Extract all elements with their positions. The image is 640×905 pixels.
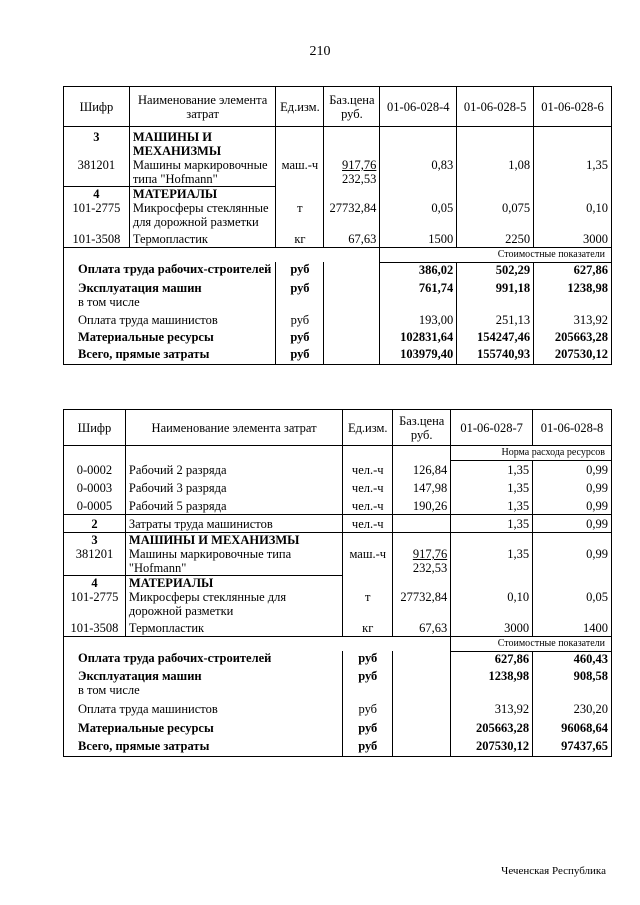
row-value: 0,83 (380, 158, 457, 187)
row-value: 1,08 (457, 158, 534, 187)
cost-row (64, 262, 612, 277)
cost-subnote: в том числе (64, 683, 343, 697)
section-number: 4 (64, 576, 126, 591)
row-value: 3000 (534, 229, 612, 247)
cost-unit: руб (343, 651, 393, 666)
row-value: 0,99 (533, 547, 612, 576)
row-value: 1400 (533, 618, 612, 636)
row-code: 0-0003 (64, 479, 126, 497)
row-price: 67,63 (393, 618, 451, 636)
row-value: 2250 (457, 229, 534, 247)
row-code: 101-2775 (64, 590, 126, 618)
section-title: МАШИНЫ И МЕХАНИЗМЫ (132, 130, 222, 158)
cost-value: 386,02 (380, 262, 457, 277)
row-price: 147,98 (393, 479, 451, 497)
resource-table-2 (63, 409, 612, 757)
cost-unit: руб (343, 716, 393, 735)
cost-row (64, 666, 612, 683)
resource-table-1 (63, 86, 612, 365)
table-row (64, 618, 612, 636)
table-header-row (64, 87, 612, 127)
cost-value: 502,29 (457, 262, 534, 277)
table-row (64, 461, 612, 479)
col-code: Шифр (64, 410, 126, 446)
cost-name: Оплата труда рабочих-строителей (64, 262, 276, 277)
cost-unit: руб (276, 309, 324, 327)
cost-row (64, 277, 612, 295)
row-code: 381201 (64, 158, 130, 187)
col-norm-2: 01-06-028-5 (457, 87, 534, 127)
col-unit: Ед.изм. (276, 87, 324, 127)
cost-value: 313,92 (534, 309, 612, 327)
cost-header: Стоимостные показатели (451, 636, 612, 651)
row-name: Затраты труда машинистов (125, 515, 342, 533)
section-number: 3 (64, 533, 126, 548)
row-price: 917,76 232,53 (393, 547, 451, 576)
table-row (64, 158, 612, 187)
row-price: 917,76 232,53 (324, 158, 380, 187)
cost-value: 460,43 (533, 651, 612, 666)
cost-value: 1238,98 (534, 277, 612, 295)
cost-header: Стоимостные показатели (380, 247, 612, 262)
cost-header-row (64, 247, 612, 262)
cost-unit: руб (276, 277, 324, 295)
row-name: Машины маркировочные типа "Hofmann" (125, 547, 342, 576)
cost-name: Материальные ресурсы (64, 327, 276, 344)
row-code: 2 (64, 515, 126, 533)
row-name: Микросферы стеклянные для дорожной разметки (132, 201, 269, 229)
cost-row (64, 716, 612, 735)
row-code: 101-2775 (64, 201, 130, 229)
cost-row (64, 697, 612, 716)
row-value: 1,35 (451, 479, 533, 497)
cost-unit: руб (276, 344, 324, 365)
cost-value: 991,18 (457, 277, 534, 295)
cost-row (64, 295, 612, 309)
row-unit: кг (276, 229, 324, 247)
row-unit: т (343, 590, 393, 618)
cost-value: 627,86 (534, 262, 612, 277)
row-value: 3000 (451, 618, 533, 636)
row-name: Микросферы стеклянные для дорожной разметки (125, 590, 342, 618)
row-code: 101-3508 (64, 618, 126, 636)
row-name: Рабочий 5 разряда (125, 497, 342, 515)
section-row (64, 127, 612, 159)
cost-name: Всего, прямые затраты (64, 735, 343, 757)
row-code: 381201 (64, 547, 126, 576)
row-value: 0,05 (380, 201, 457, 229)
row-code: 0-0002 (64, 461, 126, 479)
row-code: 101-3508 (64, 229, 130, 247)
row-value: 0,99 (533, 461, 612, 479)
table-row (64, 479, 612, 497)
row-name: Термопластик (125, 618, 342, 636)
cost-value: 155740,93 (457, 344, 534, 365)
row-unit: т (276, 201, 324, 229)
cost-name: Эксплуатация машин (64, 666, 343, 683)
row-value: 1,35 (451, 497, 533, 515)
table-row (64, 201, 612, 229)
col-price: Баз.цена руб. (324, 87, 380, 127)
row-value: 0,99 (533, 479, 612, 497)
row-unit: кг (343, 618, 393, 636)
cost-name: Оплата труда рабочих-строителей (64, 651, 343, 666)
row-price: 27732,84 (324, 201, 380, 229)
row-unit: чел.-ч (343, 479, 393, 497)
row-name: Термопластик (129, 229, 276, 247)
col-norm-3: 01-06-028-6 (534, 87, 612, 127)
cost-name: Всего, прямые затраты (64, 344, 276, 365)
table-row (64, 547, 612, 576)
cost-value: 193,00 (380, 309, 457, 327)
cost-value: 102831,64 (380, 327, 457, 344)
cost-value: 207530,12 (451, 735, 533, 757)
cost-name: Оплата труда машинистов (64, 309, 276, 327)
cost-unit: руб (343, 666, 393, 683)
norm-header-row (64, 446, 612, 461)
cost-value: 251,13 (457, 309, 534, 327)
col-name: Наименование элемента затрат (129, 87, 276, 127)
cost-unit: руб (343, 697, 393, 716)
row-price: 190,26 (393, 497, 451, 515)
cost-unit: руб (276, 262, 324, 277)
norm-header: Норма расхода ресурсов (451, 446, 612, 461)
section-row (64, 533, 612, 548)
row-name: Рабочий 3 разряда (125, 479, 342, 497)
row-unit: чел.-ч (343, 461, 393, 479)
col-unit: Ед.изм. (343, 410, 393, 446)
row-value: 0,99 (533, 515, 612, 533)
cost-unit: руб (343, 735, 393, 757)
col-norm-1: 01-06-028-7 (451, 410, 533, 446)
cost-name: Эксплуатация машин (64, 277, 276, 295)
row-value: 0,10 (534, 201, 612, 229)
col-norm-2: 01-06-028-8 (533, 410, 612, 446)
page-number: 210 (309, 44, 331, 59)
table-row (64, 497, 612, 515)
cost-value: 1238,98 (451, 666, 533, 683)
table-row (64, 590, 612, 618)
row-value: 1500 (380, 229, 457, 247)
col-norm-1: 01-06-028-4 (380, 87, 457, 127)
cost-value: 207530,12 (534, 344, 612, 365)
cost-value: 908,58 (533, 666, 612, 683)
col-name: Наименование элемента затрат (125, 410, 342, 446)
cost-unit: руб (276, 327, 324, 344)
row-price: 27732,84 (393, 590, 451, 618)
section-title: МАШИНЫ И МЕХАНИЗМЫ (125, 533, 342, 548)
row-unit: маш.-ч (276, 158, 324, 187)
cost-value: 205663,28 (534, 327, 612, 344)
cost-value: 97437,65 (533, 735, 612, 757)
cost-row (64, 683, 612, 697)
cost-value: 627,86 (451, 651, 533, 666)
row-name: Рабочий 2 разряда (125, 461, 342, 479)
cost-value: 313,92 (451, 697, 533, 716)
row-value: 0,05 (533, 590, 612, 618)
row-value: 1,35 (534, 158, 612, 187)
col-code: Шифр (64, 87, 130, 127)
row-unit: чел.-ч (343, 515, 393, 533)
row-unit: маш.-ч (343, 547, 393, 576)
section-title: МАТЕРИАЛЫ (125, 576, 342, 591)
cost-value: 96068,64 (533, 716, 612, 735)
cost-value: 230,20 (533, 697, 612, 716)
section-title: МАТЕРИАЛЫ (129, 187, 276, 202)
row-value: 1,35 (451, 461, 533, 479)
cost-row (64, 344, 612, 365)
row-code: 0-0005 (64, 497, 126, 515)
row-unit: чел.-ч (343, 497, 393, 515)
table-header-row (64, 410, 612, 446)
row-value: 1,35 (451, 547, 533, 576)
cost-value: 154247,46 (457, 327, 534, 344)
section-row (64, 576, 612, 591)
row-value: 0,10 (451, 590, 533, 618)
cost-value: 205663,28 (451, 716, 533, 735)
section-row (64, 187, 612, 202)
table-row (64, 229, 612, 247)
footer-region: Чеченская Республика (501, 865, 606, 877)
table-row (64, 515, 612, 533)
cost-name: Материальные ресурсы (64, 716, 343, 735)
row-price: 67,63 (324, 229, 380, 247)
cost-header-row (64, 636, 612, 651)
cost-row (64, 327, 612, 344)
section-number: 3 (64, 127, 130, 159)
cost-row (64, 651, 612, 666)
row-value: 0,99 (533, 497, 612, 515)
cost-value: 761,74 (380, 277, 457, 295)
col-price: Баз.цена руб. (393, 410, 451, 446)
row-value: 1,35 (451, 515, 533, 533)
row-name: Машины маркировочные типа "Hofmann" (132, 158, 268, 186)
cost-subnote: в том числе (64, 295, 276, 309)
cost-row (64, 735, 612, 757)
cost-value: 103979,40 (380, 344, 457, 365)
cost-row (64, 309, 612, 327)
row-value: 0,075 (457, 201, 534, 229)
row-price: 126,84 (393, 461, 451, 479)
section-number: 4 (64, 187, 130, 202)
cost-name: Оплата труда машинистов (64, 697, 343, 716)
